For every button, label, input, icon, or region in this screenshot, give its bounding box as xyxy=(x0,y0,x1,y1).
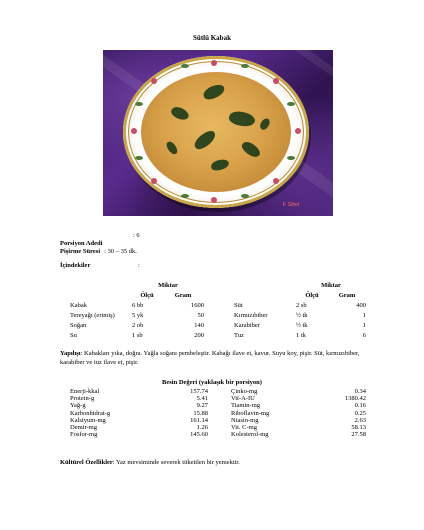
zucchini-dish xyxy=(141,72,291,192)
portion-value: : 6 xyxy=(133,232,140,239)
miktar-header: Miktar xyxy=(321,281,341,289)
nutrition-row: Protein-g 5.41 xyxy=(70,395,208,403)
portion-label: Porsiyon Adedi xyxy=(60,240,103,247)
nutrition-row: Demir-mg 1.26 xyxy=(70,424,208,432)
preparation-text: : Kabakları yıka, doğra. Yağla soğanı pembeleştir. Kabağı ilave et, kavur. Suyu koy, pişir. Süt, kırmızıbiber, karabiber ve tuz ilave et, pişir. xyxy=(60,350,360,366)
olcu-header: Ölçü xyxy=(140,291,154,299)
culture-label: Kültürel Özellikler xyxy=(60,459,113,466)
nutrition-row: Fosfor-mg 145.60 xyxy=(70,431,208,439)
ingredient-row: Kırmızıbiber ½ tk 1 xyxy=(234,311,366,319)
cook-time-value: : 30 – 35 dk. xyxy=(104,248,137,255)
recipe-title: Sütlü Kabak xyxy=(193,34,231,42)
ingredient-row: Soğan 2 ob 140 xyxy=(70,321,204,329)
nutrition-row: Yağ-g 9.27 xyxy=(70,402,208,410)
ingredient-row: Tuz 1 tk 6 xyxy=(234,331,366,339)
ingredient-row: Kabak 6 bb 1600 xyxy=(70,301,204,309)
nutrition-row: Tiamin-mg 0.16 xyxy=(231,402,366,410)
nutrition-row: Niasin-mg 2.63 xyxy=(231,416,366,424)
gram-header: Gram xyxy=(174,291,192,299)
ingredient-row: Su 1 sb 200 xyxy=(70,331,204,339)
ingredients-colon: : xyxy=(138,262,140,269)
nutrition-table-right xyxy=(231,388,366,438)
ingredients-table-left xyxy=(70,280,204,340)
dish-photo xyxy=(103,50,333,216)
nutrition-title: Besin Değeri (yaklaşık bir porsiyon) xyxy=(162,379,262,386)
ingredient-row: Süt 2 sb 400 xyxy=(234,301,366,309)
ingredient-row: Karabiber ½ tk 1 xyxy=(234,321,366,329)
nutrition-row: Vit-A-IU 1380.42 xyxy=(231,395,366,403)
nutrition-row: Enerji-kkal 157.74 xyxy=(70,388,208,395)
ingredient-row: Tereyağı (erimiş) 5 yk 50 xyxy=(70,311,204,319)
nutrition-row: Vit. C-mg 58.13 xyxy=(231,424,366,432)
ingredients-heading: İçindekiler xyxy=(60,262,91,269)
photo-watermark: F. Sibel xyxy=(282,202,299,208)
preparation-paragraph xyxy=(60,349,376,367)
culture-paragraph xyxy=(60,459,240,466)
gram-header: Gram xyxy=(338,291,356,299)
cook-time-label: Pişirme Süresi xyxy=(60,248,101,255)
nutrition-row: Çinko-mg 0.34 xyxy=(231,388,366,395)
nutrition-row: Riboflavin-mg 0.25 xyxy=(231,409,366,417)
miktar-header: Miktar xyxy=(158,281,178,289)
nutrition-table-left xyxy=(70,388,208,438)
cook-time-row xyxy=(60,240,137,258)
culture-text: : Yaz mevsiminde severek tüketilen bir yemektir. xyxy=(112,459,240,466)
preparation-label: Yapılışı xyxy=(60,350,81,357)
nutrition-row: Kalsiyum-mg 161.14 xyxy=(70,416,208,424)
nutrition-row: Kolesterol-mg 27.58 xyxy=(231,431,366,439)
nutrition-row: Karbonhidrat-g 15.88 xyxy=(70,409,208,417)
olcu-header: Ölçü xyxy=(305,291,319,299)
ingredients-table-right xyxy=(234,280,366,340)
